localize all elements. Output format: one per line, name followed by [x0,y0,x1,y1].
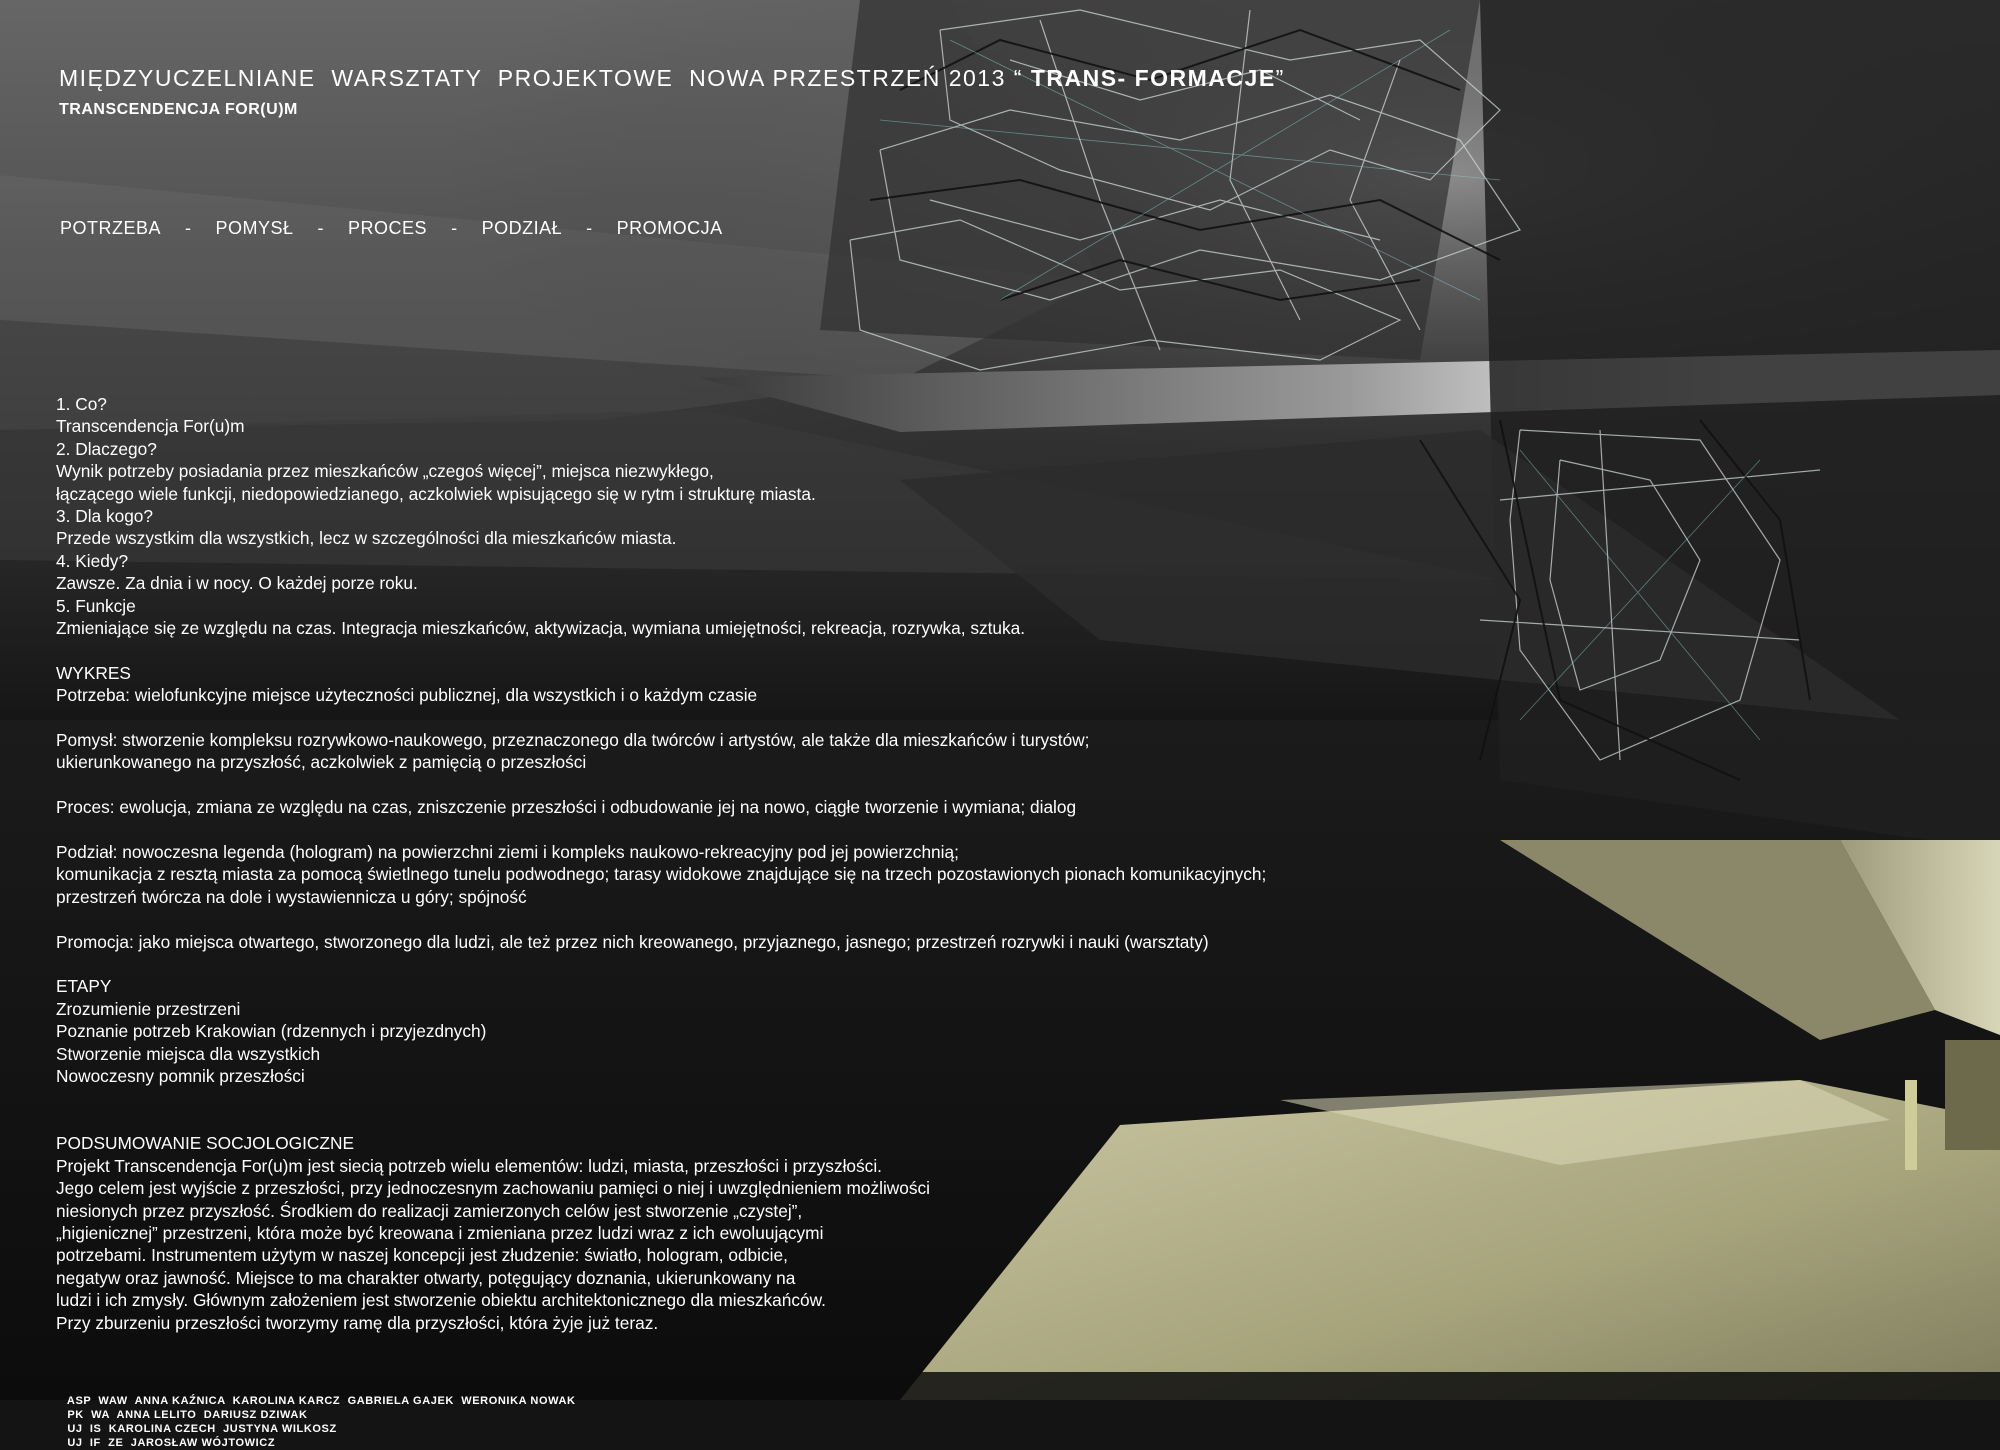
summary-line: „higienicznej” przestrzeni, która może być kreowana i zmieniana przez ludzi wraz z ich ewoluującymi [56,1222,824,1243]
main-text [56,393,1416,1334]
summary-line: potrzebami. Instrumentem użytym w naszej koncepcji jest złudzenie: światło, hologram, odbicie, [56,1245,788,1266]
pomysl-text-line-1: Pomysł: stworzenie kompleksu rozrywkowo-naukowego, przeznaczonego dla twórców i artystów, ale także dla mieszkańców i turystów; [56,730,1090,751]
answer-5: Zmieniające się ze względu na czas. Integracja mieszkańców, aktywizacja, wymiana umiejętności, rekreacja, rozrywka, sztuka. [56,618,1026,639]
process-step: PODZIAŁ [481,218,563,238]
summary-heading: PODSUMOWANIE SOCJOLOGICZNE [56,1133,354,1154]
process-step: POTRZEBA [60,218,162,238]
process-step: POMYSŁ [215,218,294,238]
answer-3: Przede wszystkim dla wszystkich, lecz w szczególności dla mieszkańców miasta. [56,528,677,549]
answer-1: Transcendencja For(u)m [56,416,245,437]
credits-team-asp: ASP WAW ANNA KAŹNICA KAROLINA KARCZ GABRIELA GAJEK WERONIKA NOWAK [66,1395,576,1407]
podzial-text-line-2: komunikacja z resztą miasta za pomocą świetlnego tunelu podwodnego; tarasy widokowe znajdujące się na trzech pozostawionych pionach komunikacyjnych; [56,864,1267,885]
etapy-item: Zrozumienie przestrzeni [56,998,241,1019]
etapy-item: Nowoczesny pomnik przeszłości [56,1066,305,1087]
question-1: 1. Co? [56,394,107,414]
title-prefix: MIĘDZYUCZELNIANE WARSZTATY PROJEKTOWE NOWA PRZESTRZEŃ 2013 “ [59,65,1031,91]
poster-subtitle: TRANSCENDENCJA FOR(U)M [59,101,298,118]
question-5: 5. Funkcje [56,595,136,616]
promocja-text: Promocja: jako miejsca otwartego, stworzonego dla ludzi, ale też przez nich kreowanego, przyjaznego, jasnego; przestrzeń rozrywki i nauki (warsztaty) [56,931,1209,952]
process-step: PROCES [348,218,428,238]
credits-footer [60,1380,602,1450]
summary-line: negatyw oraz jawność. Miejsce to ma charakter otwarty, potęgujący doznania, ukierunkowany na [56,1267,796,1288]
summary-line: niesionych przez przyszłość. Środkiem do realizacji zamierzonych celów jest stworzenie „czystej”, [56,1200,803,1221]
etapy-heading: ETAPY [56,976,112,997]
wykres-heading: WYKRES [56,662,131,683]
question-2: 2. Dlaczego? [56,438,157,459]
podzial-text-line-1: Podział: nowoczesna legenda (hologram) na powierzchni ziemi i kompleks naukowo-rekreacyjny pod jej powierzchnią; [56,842,959,863]
question-3: 3. Dla kogo? [56,506,154,527]
answer-4: Zawsze. Za dnia i w nocy. O każdej porze roku. [56,573,418,594]
title-emphasis: TRANS- FORMACJE [1030,65,1276,91]
etapy-item: Poznanie potrzeb Krakowian (rdzennych i przyjezdnych) [56,1021,487,1042]
answer-2-line-1: Wynik potrzeby posiadania przez mieszkańców „czegoś więcej”, miejsca niezwykłego, [56,461,714,482]
credits-team-uj-is: UJ IS KAROLINA CZECH JUSTYNA WILKOSZ [67,1423,337,1435]
credits-team-uj-if: UJ IF ZE JAROSŁAW WÓJTOWICZ [67,1437,276,1449]
summary-line: Projekt Transcendencja For(u)m jest siecią potrzeb wielu elementów: ludzi, miasta, przeszłości i przyszłości. [56,1155,882,1176]
etapy-item: Stworzenie miejsca dla wszystkich [56,1043,321,1064]
title-suffix: ” [1275,65,1285,91]
process-separator: - [185,218,192,238]
process-separator: - [451,218,458,238]
summary-line: Przy zburzeniu przeszłości tworzymy ramę dla przyszłości, która żyje już teraz. [56,1312,659,1333]
process-separator: - [317,218,325,238]
podzial-text-line-3: przestrzeń twórcza na dole i wystawiennicza u góry; spójność [56,886,527,907]
question-4: 4. Kiedy? [56,550,129,571]
proces-text: Proces: ewolucja, zmiana ze względu na czas, zniszczenie przeszłości i odbudowanie jej na nowo, ciągłe tworzenie i wymiana; dialog [56,797,1077,818]
summary-line: ludzi i ich zmysły. Głównym założeniem jest stworzenie obiektu architektonicznego dla mieszkańców. [56,1290,826,1311]
summary-line: Jego celem jest wyjście z przeszłości, przy jednoczesnym zachowaniu pamięci o niej i uwzględnieniem możliwości [56,1178,931,1199]
pomysl-text-line-2: ukierunkowanego na przyszłość, aczkolwiek z pamięcią o przeszłości [56,752,587,773]
answer-2-line-2: łączącego wiele funkcji, niedopowiedzianego, aczkolwiek wpisującego się w rytm i strukturę miasta. [56,483,816,504]
process-steps [60,216,723,240]
process-separator: - [586,218,593,238]
credits-team-pk: PK WA ANNA LELITO DARIUSZ DZIWAK [67,1409,308,1421]
process-step: PROMOCJA [616,218,723,238]
poster-title [59,64,1285,92]
potrzeba-text: Potrzeba: wielofunkcyjne miejsce użyteczności publicznej, dla wszystkich i o każdym czasie [56,685,758,706]
